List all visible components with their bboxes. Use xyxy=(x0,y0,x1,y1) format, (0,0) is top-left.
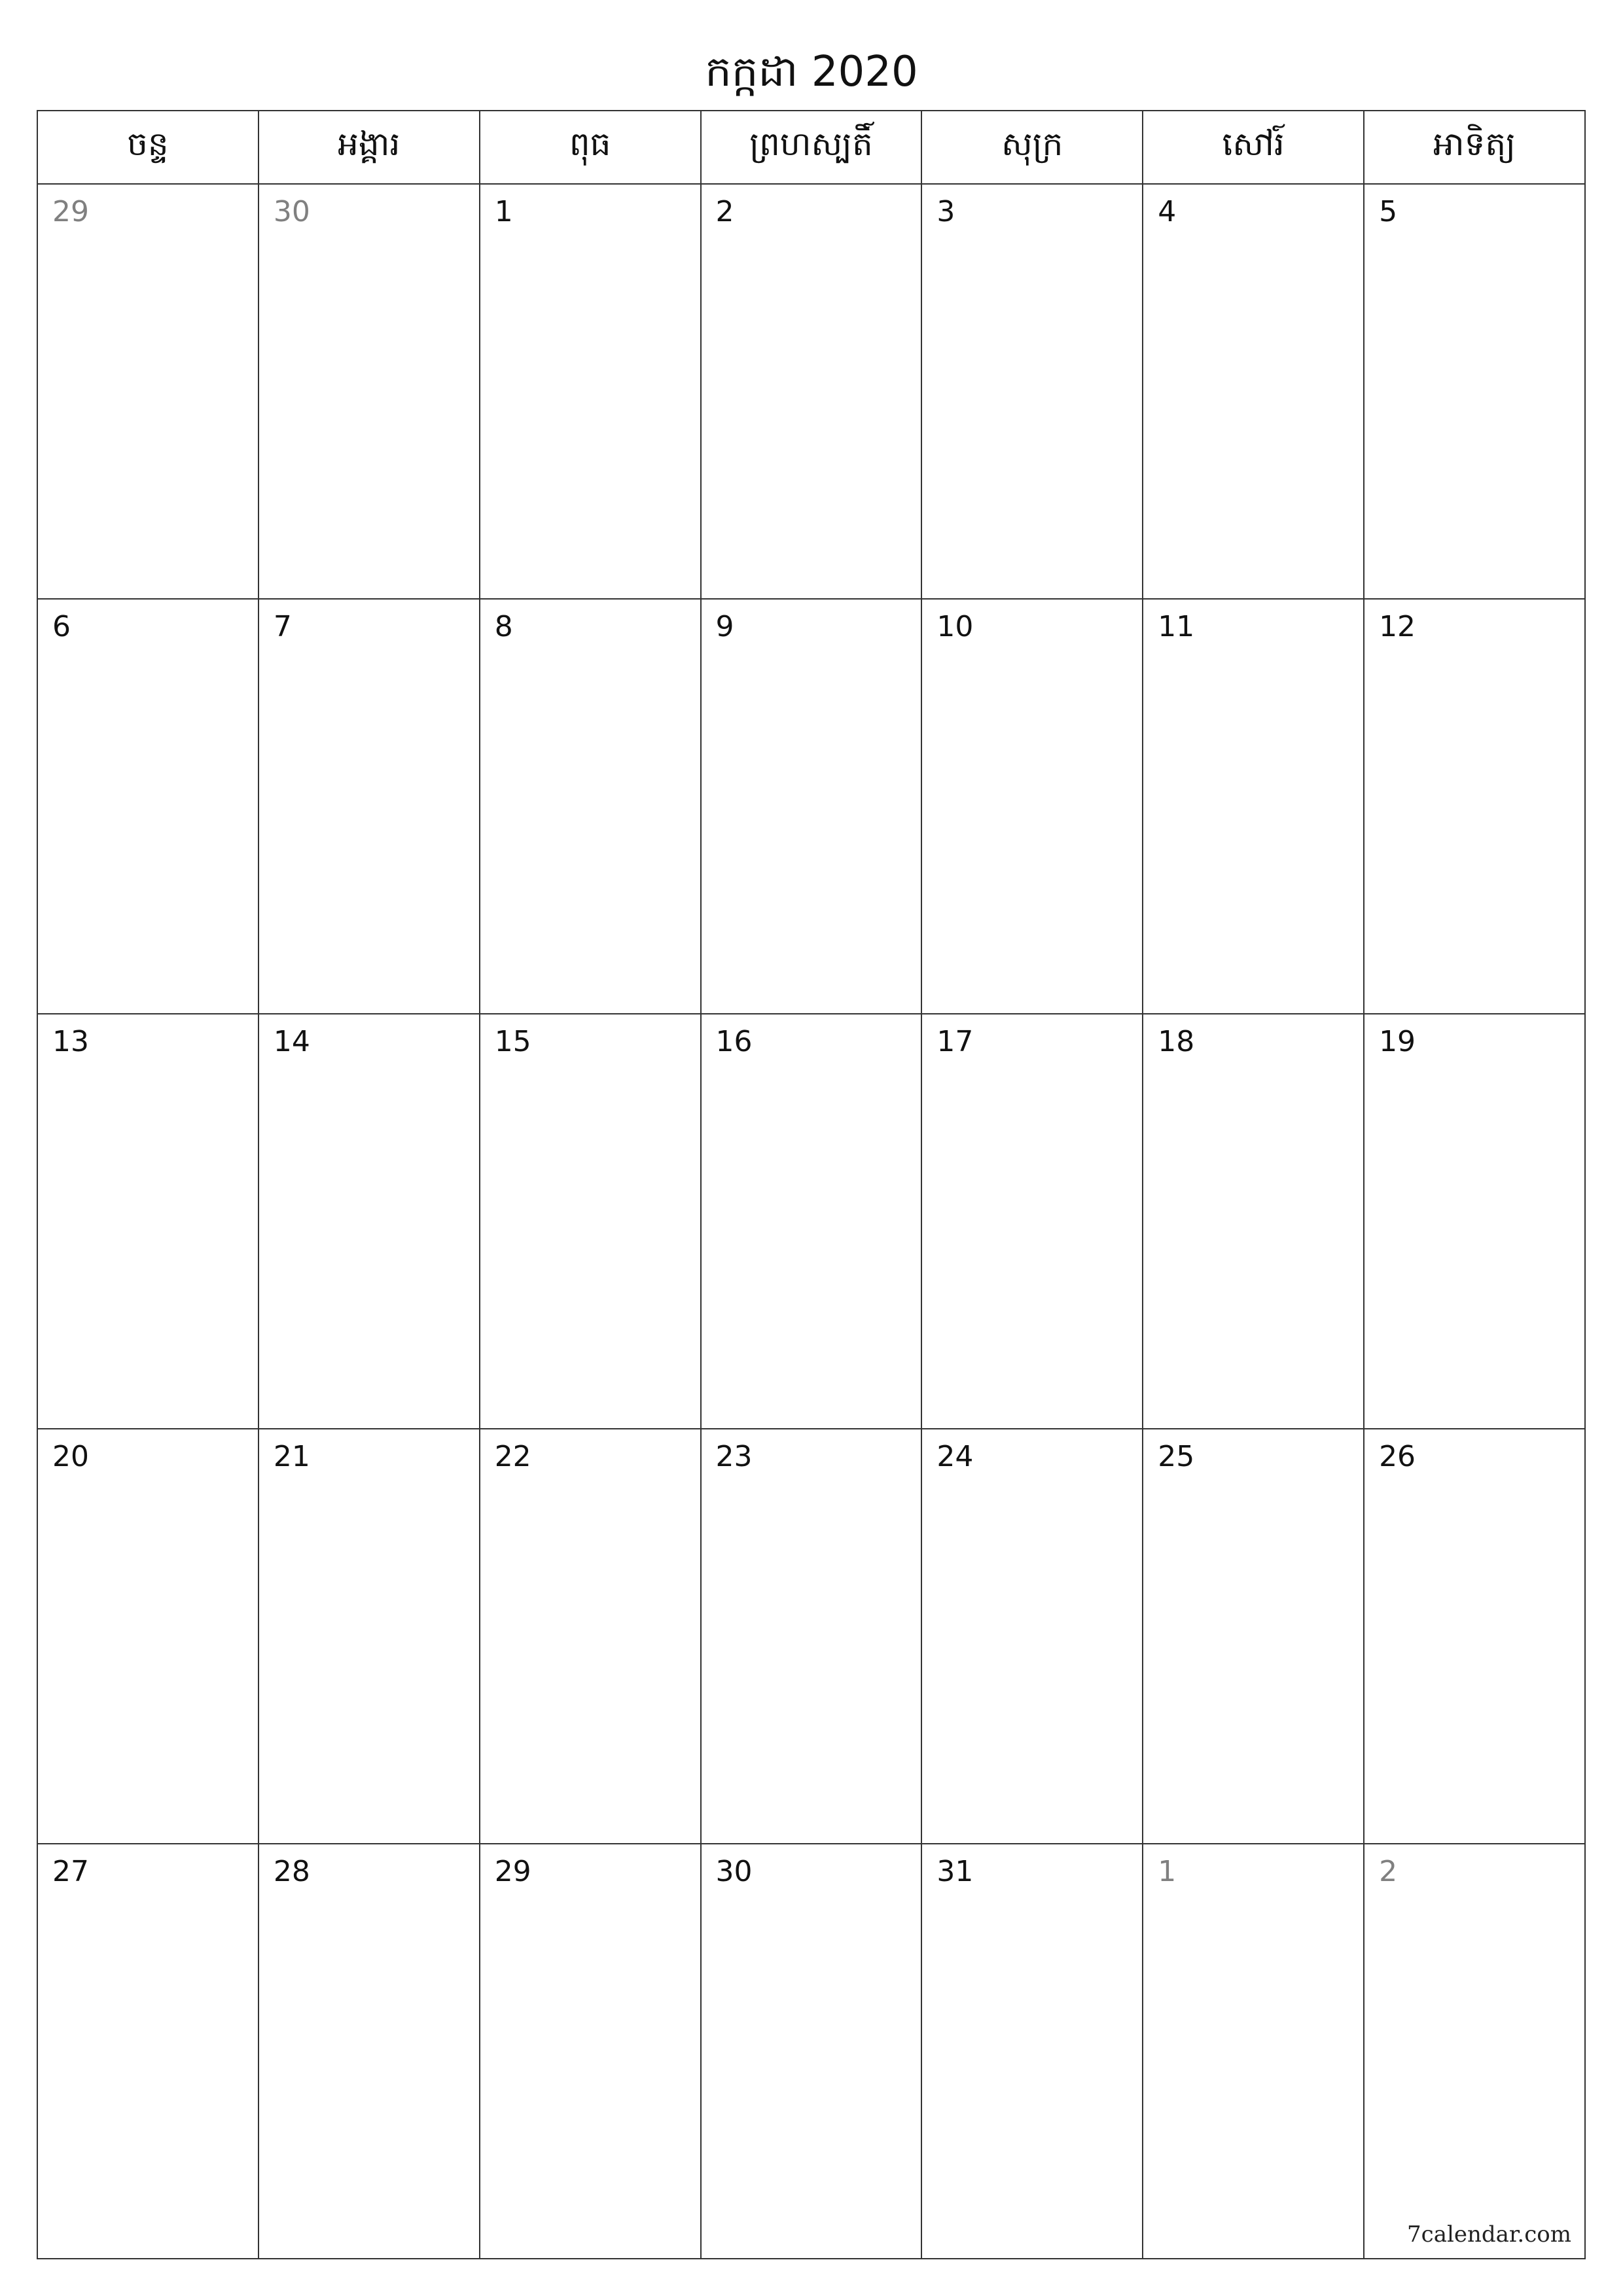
day-number: 20 xyxy=(52,1440,89,1473)
weekday-header: អាទិត្យ xyxy=(1364,111,1585,184)
day-number: 2 xyxy=(715,195,734,228)
day-number: 17 xyxy=(936,1025,974,1058)
day-number: 5 xyxy=(1379,195,1398,228)
day-cell xyxy=(37,1429,259,1844)
day-cell xyxy=(701,184,922,599)
day-number: 15 xyxy=(494,1025,531,1058)
day-number: 13 xyxy=(52,1025,89,1058)
day-number: 18 xyxy=(1158,1025,1195,1058)
day-cell xyxy=(921,184,1143,599)
week-row xyxy=(37,599,1585,1014)
day-cell xyxy=(480,1429,701,1844)
day-cell xyxy=(480,184,701,599)
day-cell xyxy=(1143,599,1364,1014)
day-cell xyxy=(259,1429,480,1844)
day-cell xyxy=(259,1014,480,1429)
day-cell xyxy=(921,1429,1143,1844)
day-number: 22 xyxy=(494,1440,531,1473)
day-cell xyxy=(921,599,1143,1014)
day-cell-other-month xyxy=(1143,1844,1364,2259)
weekday-header: ចន្ទ xyxy=(37,111,259,184)
day-number: 25 xyxy=(1158,1440,1195,1473)
day-number: 23 xyxy=(715,1440,753,1473)
day-number: 30 xyxy=(715,1855,753,1888)
day-cell xyxy=(1364,599,1585,1014)
day-cell xyxy=(701,1844,922,2259)
day-number: 28 xyxy=(273,1855,310,1888)
day-cell xyxy=(921,1014,1143,1429)
day-number: 29 xyxy=(52,195,89,228)
day-cell xyxy=(1364,1014,1585,1429)
day-number: 3 xyxy=(936,195,955,228)
day-number: 31 xyxy=(936,1855,974,1888)
credit-text: 7calendar.com xyxy=(1407,2221,1571,2248)
day-number: 16 xyxy=(715,1025,753,1058)
day-cell xyxy=(259,599,480,1014)
day-number: 10 xyxy=(936,610,974,643)
day-number: 21 xyxy=(273,1440,310,1473)
day-cell xyxy=(480,599,701,1014)
day-cell-other-month xyxy=(1364,1844,1585,2259)
week-row xyxy=(37,184,1585,599)
day-number: 7 xyxy=(273,610,292,643)
day-cell xyxy=(1364,184,1585,599)
day-cell xyxy=(37,1844,259,2259)
day-number: 30 xyxy=(273,195,310,228)
day-cell xyxy=(921,1844,1143,2259)
day-cell xyxy=(1143,184,1364,599)
day-number: 14 xyxy=(273,1025,310,1058)
weekday-header: សៅរ៍ xyxy=(1143,111,1364,184)
weekday-header-row xyxy=(37,111,1585,184)
day-number: 29 xyxy=(494,1855,531,1888)
day-cell xyxy=(1364,1429,1585,1844)
month-grid xyxy=(37,110,1586,2259)
day-number: 1 xyxy=(494,195,513,228)
day-number: 19 xyxy=(1379,1025,1416,1058)
weekday-header: អង្គារ xyxy=(259,111,480,184)
day-number: 9 xyxy=(715,610,734,643)
day-cell xyxy=(480,1844,701,2259)
weeks-body xyxy=(37,184,1585,2259)
week-row xyxy=(37,1429,1585,1844)
day-number: 2 xyxy=(1379,1855,1398,1888)
day-cell xyxy=(701,599,922,1014)
day-number: 11 xyxy=(1158,610,1195,643)
day-cell xyxy=(259,1844,480,2259)
weekday-header: សុក្រ xyxy=(921,111,1143,184)
weekday-header: ពុធ xyxy=(480,111,701,184)
day-cell xyxy=(701,1014,922,1429)
day-cell xyxy=(37,599,259,1014)
day-number: 26 xyxy=(1379,1440,1416,1473)
day-number: 8 xyxy=(494,610,513,643)
week-row xyxy=(37,1844,1585,2259)
calendar-title: កក្កដា 2020 xyxy=(705,48,918,96)
day-number: 4 xyxy=(1158,195,1177,228)
weekday-header: ព្រហស្បតិ៍ xyxy=(701,111,922,184)
day-cell xyxy=(37,1014,259,1429)
day-number: 12 xyxy=(1379,610,1416,643)
day-number: 6 xyxy=(52,610,71,643)
day-number: 24 xyxy=(936,1440,974,1473)
day-cell xyxy=(1143,1014,1364,1429)
day-cell xyxy=(701,1429,922,1844)
day-cell-other-month xyxy=(37,184,259,599)
day-cell xyxy=(1143,1429,1364,1844)
day-number: 1 xyxy=(1158,1855,1177,1888)
day-number: 27 xyxy=(52,1855,89,1888)
day-cell xyxy=(480,1014,701,1429)
week-row xyxy=(37,1014,1585,1429)
day-cell-other-month xyxy=(259,184,480,599)
